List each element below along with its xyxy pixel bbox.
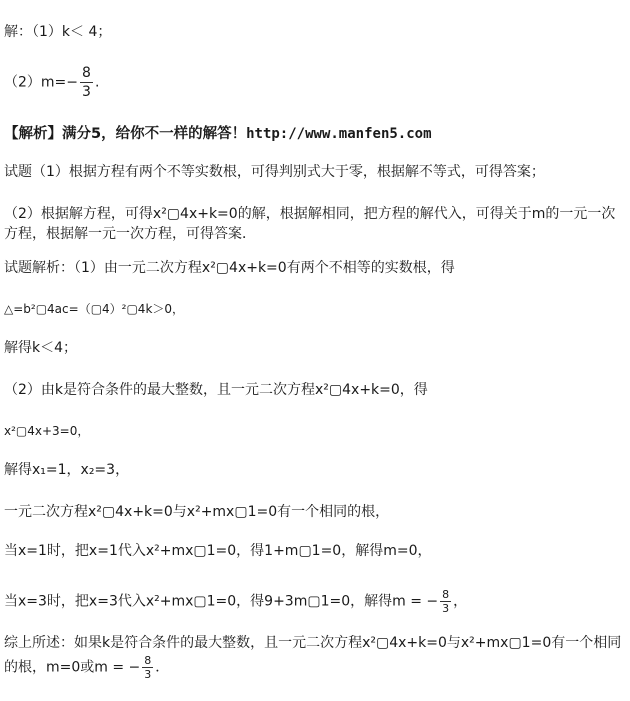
case-x3-suffix: ，	[453, 593, 468, 610]
analysis-header	[4, 124, 432, 144]
fraction-numerator: 8	[82, 65, 91, 81]
solution-step-4: （2）由k是符合条件的最大整数，且一元二次方程x²▢4x+k=0，得	[4, 382, 428, 398]
answer-part-1: 解：（1）k＜ 4；	[4, 24, 112, 40]
solution-conclusion	[4, 632, 624, 681]
case-x3-text: 当x=3时，把x=3代入x²+mx▢1=0，得9+3m▢1=0，解得m = −	[4, 593, 439, 610]
fraction-eight-thirds	[142, 654, 153, 681]
analysis-bracket-label: 【解析】	[4, 126, 62, 142]
solution-step-2-discriminant: △=b²▢4ac=（▢4）²▢4k＞0，	[4, 302, 185, 316]
hint-part-1: 试题（1）根据方程有两个不等实数根，可得判别式大于零，根据解不等式，可得答案；	[4, 164, 545, 180]
conclusion-suffix: ．	[155, 659, 170, 676]
solution-step-9-case-x3	[4, 588, 467, 615]
fraction-denominator: 3	[82, 84, 91, 100]
source-url: http://www.manfen5.com	[246, 126, 432, 142]
analysis-slogan: 满分5，给你不一样的解答！	[62, 126, 247, 142]
fraction-denominator: 3	[144, 668, 152, 681]
solution-step-5-equation: x²▢4x+3=0，	[4, 424, 90, 438]
fraction-numerator: 8	[144, 654, 152, 667]
fraction-eight-thirds	[80, 64, 93, 101]
fraction-denominator: 3	[442, 602, 450, 615]
solution-step-8-case-x1: 当x=1时，把x=1代入x²+mx▢1=0，得1+m▢1=0，解得m=0，	[4, 543, 432, 559]
answer-part-2	[4, 64, 99, 101]
hint-part-2: （2）根据解方程，可得x²▢4x+k=0的解，根据解相同，把方程的解代入，可得关于m的一元一次方程，根据解一元一次方程，可得答案．	[4, 206, 616, 242]
conclusion-text: 综上所述：如果k是符合条件的最大整数，且一元二次方程x²▢4x+k=0与x²+mx▢1=0有一个相同的根，m=0或m = −	[4, 635, 622, 676]
answer-part-2-prefix: （2）m=−	[4, 74, 79, 91]
fraction-eight-thirds	[440, 588, 451, 615]
fraction-numerator: 8	[442, 588, 450, 601]
solution-step-1: 试题解析：（1）由一元二次方程x²▢4x+k=0有两个不相等的实数根，得	[4, 260, 455, 276]
solution-step-3: 解得k＜4；	[4, 340, 78, 356]
solution-step-6-roots: 解得x₁=1，x₂=3，	[4, 462, 130, 478]
answer-part-2-suffix: .	[94, 74, 100, 91]
solution-step-7: 一元二次方程x²▢4x+k=0与x²+mx▢1=0有一个相同的根，	[4, 504, 390, 520]
